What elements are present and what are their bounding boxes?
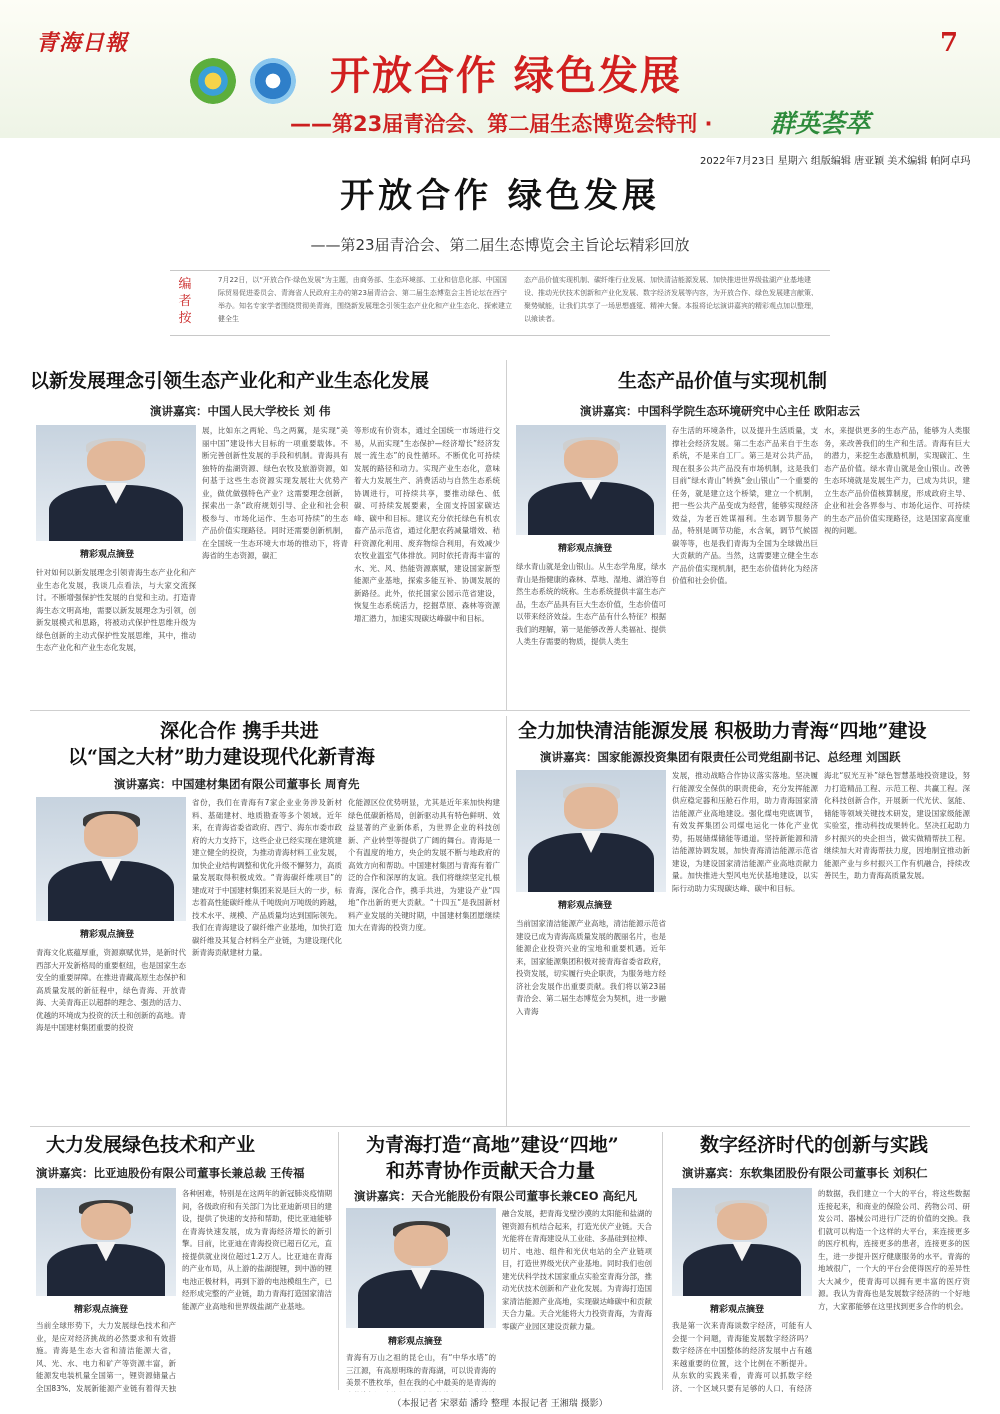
column-divider [338, 1132, 339, 1390]
banner-title: 开放合作 绿色发展 [330, 53, 682, 99]
article-body: 我是第一次来青海谈数字经济，可能有人会提一个问题，青海能发展数字经济吗？数字经济在中国整体的经济发展中占有越来越重要的位置，这个比例在不断提升。从东软的实践来看，青海可以抓数字经济，一个区域只要有足够的人口，有经济 [672, 1321, 812, 1392]
article-speaker: 演讲嘉宾：中国科学院生态环境研究中心主任 欧阳志云 [580, 404, 861, 418]
article-body: 当前全球形势下，大力发展绿色技术和产业，是应对经济挑战的必然要求和有效措施。青海是生态大省和清洁能源大省，风、光、水、电力和矿产等资源丰富，新能源发电装机量全国第一，锂资源储量占全国83%，发展新能源产业链有着得天独 [36, 1321, 176, 1392]
article-body: 融合发展，把青海戈壁沙漠的太阳能和盐湖的锂资源有机结合起来，打造光伏产业链。天合光能将在青海建设从工业硅、多晶硅到拉棒、切片、电池、组件和光伏电站的全产业链项目，打造世界级光伏产业基地。同时我们也创建光伏科学技术国家重点实验室青海分部，推动光伏技术创新和产业化发展。为青海打造国家清洁能源产业高地，实现碳达峰碳中和贡献天合力量。天合光能将大力投资青海，为青海零碳产业园区建设贡献力量。 [502, 1209, 652, 1331]
article-title: 生态产品价值与实现机制 [618, 370, 828, 392]
photo-caption: 精彩观点摘登 [558, 544, 613, 554]
speaker-photo [672, 1188, 812, 1296]
editor-note-tag: 编者按 [178, 277, 192, 326]
article-title: 大力发展绿色技术和产业 [46, 1134, 256, 1156]
speaker-photo [346, 1208, 496, 1328]
article-speaker: 演讲嘉宾：天合光能股份有限公司董事长兼CEO 高纪凡 [354, 1189, 638, 1203]
banner-subtitle: ——第23届青洽会、第二届生态博览会特刊 · [290, 112, 713, 136]
speaker-photo [516, 770, 666, 892]
article-body: 当前国家清洁能源产业高地，清洁能源示范省建设已成为青海高质量发展的靓丽名片，也是能源企业投资兴业的宝地和重要机遇。近年来，国家能源集团积极对接青海省委省政府，投资发展，切实履行央企职责，为服务地方经济社会发展作出重要贡献。我们将以第23届青洽会、第二届生态博览会为契机，进一步融入青海 [516, 919, 666, 1016]
article-title: 全力加快清洁能源发展 积极助力青海“四地”建设 [518, 720, 927, 742]
speaker-photo [36, 797, 186, 921]
article-title: 数字经济时代的创新与实践 [700, 1134, 929, 1156]
fair-emblem-icon [190, 58, 236, 104]
article-speaker: 演讲嘉宾：中国建材集团有限公司董事长 周育先 [114, 777, 360, 791]
article-body: 展，比如东之两轮、鸟之两翼，是实现“美丽中国”建设伟大目标的一项重要载体。不断完善创新性发展的手段和机制。青海具有独特的盐湖资源、绿色农牧及旅游资源，如何基于这些生态资源实现发展壮大优势产业，做优做强特色产业？这需要理念创新，探索出一条“政府规划引导、企业和社会积极参与、市场化运作、生态可持续”的生态产品价值实现路径。同时还需要创新机制，在全国统一生态环境大市场的推动下，将青海省的生态资源，碳汇 [202, 426, 348, 560]
photo-caption: 精彩观点摘登 [388, 1337, 443, 1347]
article-title-line2: 和苏青协作贡献天合力量 [386, 1160, 596, 1182]
article-speaker: 演讲嘉宾：东软集团股份有限公司董事长 刘积仁 [682, 1166, 928, 1180]
eco-expo-emblem-icon [250, 58, 296, 104]
column-divider [662, 1132, 663, 1390]
row-divider [30, 710, 970, 711]
editor-note-right: 态产品价值实现机制、碳纤维行业发展、加快清洁能源发展、加快推进世界级盐湖产业基地建设、推动光伏技术创新和产业化发展、数字经济发展等内容，为开放合作、绿色发展建言献策、聚势赋能，让我们共享了一场思想盛筵、精神大餐。本报将论坛演讲嘉宾的精彩观点加以整理，以飨读者。 [524, 276, 818, 323]
article-body: 存生活的环境条件，以及提升生活质量，支撑社会经济发展。第二生态产品来自于生态系统，不是来自工厂。第三是对公共产品，现在很多公共产品没有市场机制，这是我们目前“绿水青山”转换“金山银山”一个重要的任务，就是建立这个桥梁，建立一个机制，把一些公共产品变成为经营，能够实现经济效益，为老百姓谋福利。生态调节服务产品，特别是调节功能，水含氧，调节气候固碳等等，也是我们青海为全国为全球做出巨大贡献的产品。当然，这需要建立健全生态产品价值实现机制，把生态价值转化为经济价值和社会价值。 [672, 426, 818, 585]
article-body: 针对如何以新发展理念引领青海生态产业化和产业生态化发展，我谈几点看法，与大家交流探讨。不断增强保护性发展的自觉和主动。打造青海生态文明高地，需要以新发展理念为引领，创新发展模式和思路，将被动式保护性思维升级为绿色创新的主动式保护性发展思维，其中，推动生态产业化和产业生态化发展， [36, 568, 196, 652]
article-body: 绿水青山就是金山银山。从生态学角度，绿水青山是指健康的森林、草地、湿地、湖泊等自然生态系统的统称。生态系统提供丰富生态产品，生态产品具有巨大生态价值，生态价值可以带来经济效益。生态产品有什么特征？根据我们的理解，第一是能够改善人类福祉、提供人类生存需要的物质，提供人类生 [516, 562, 666, 646]
article-body: 省份，我们在青海有7家企业业务涉及新材料、基础建材、地质勘查等多个领域。近年来，在青海省委省政府、西宁、海东市委市政府的大力支持下，这些企业已经实现在建筑建建立健全的投资，为推动青海材料工业发展，加快企业结构调整和优化升级不懈努力，高质量发展取得积极成效。“青海碳纤维项目”的建成对于中国建材集团来说是巨大的一步，标志着高性能碳纤维从千吨级向万吨级的跨越，技术水平、规模、产品质量均达到国际领先。我们在青海建设了碳纤维产业基地，加快打造碳纤维及其复合材料全产业链，为建设现代化新青海贡献建材力量。 [192, 798, 342, 957]
article-body: 各种困难，特别是在这两年的新冠肺炎疫情期间，各级政府和有关部门为比亚迪新项目的建设，提供了快速的支持和帮助，使比亚迪能够在青海快速发展，成为青海经济增长的新引擎。目前，比亚迪在青海投资已超百亿元，直接提供就业岗位超过1.2万人。比亚迪在青海的产业布局，从上游的盐湖提锂，到中游的锂电池正极材料，再到下游的电池模组生产，已经形成完整的产业链，助力青海打造国家清洁能源产业高地和世界级盐湖产业基地。 [182, 1189, 332, 1311]
photo-credit: （本报记者 宋翠茹 潘玲 整理 本报记者 王湘瑞 摄影） [392, 1399, 608, 1409]
article-title-line1: 为青海打造“高地”建设“四地” [366, 1134, 619, 1156]
article-body: 等形成有价资本，通过全国统一市场进行交易，从而实现“生态保护—经济增长”经济发展一流生态”的良性循环。不断优化可持续发展的路径和动力。实现产业生态化，意味着大力发展生产、消费活动与自然生态系统协调进行，可持续共享，要推动绿色、低碳、可持续发展要素，全面支持国家碳达峰、碳中和目标。建议充分依托绿色有机农畜产品示范省，通过化肥农药减量增效、秸秆资源化利用、废弃物综合利用，有效减少农牧业温室气体排放。同时依托青海丰富的水、光、风、热能资源禀赋，建设国家新型能源产业基地，探索多能互补、协调发展的新路径。此外，依托国家公园示范省建设，恢复生态系统活力，挖掘草原、森林等资源增汇潜力，加速实现碳达峰碳中和目标。 [354, 426, 500, 623]
dateline: 2022年7月23日 星期六 组版编辑 唐亚颖 美术编辑 帕阿卓玛 [700, 156, 971, 167]
article-body: 青海文化底蕴厚重，资源禀赋优异，是新时代西部大开发新格局的重要枢纽，也是国家生态安全的重要屏障。在推进青藏高原生态保护和高质量发展的新征程中，绿色青海、开放青海、大美青海正以超群的理念、强劲的活力、优越的环境成为投资的沃土和创新的高地。青海是中国建材集团重要的投资 [36, 948, 186, 1032]
article-speaker: 演讲嘉宾：比亚迪股份有限公司董事长兼总裁 王传福 [36, 1166, 305, 1180]
photo-caption: 精彩观点摘登 [74, 1305, 129, 1315]
speaker-photo [516, 425, 666, 535]
article-body: 发展，推动战略合作协议落实落地。坚决履行能源安全保供的职责使命，充分发挥能源供应稳定器和压舱石作用，助力青海国家清洁能源产业高地建设。强化煤电兜底调节，有效发挥集团公司煤电运化一体化产业优势，拓展储煤储能等通道。坚持新能源和清洁能源协调发展，加快青海清洁能源示范省建设，为建设国家清洁能源产业高地贡献力量。加快推进大型风电光伏基地建设，以实际行动助力实现碳达峰、碳中和目标。 [672, 771, 818, 893]
article-body: 水，来提供更多的生态产品，能够为人类服务，来改善我们的生产和生活。青海有巨大的潜力，来挖生态激励机制，实现碳汇、生态产品价值。绿水青山就是金山银山。改善生态环境就是发展生产力，已成为共识，建立生态产品价值核算制度，形成政府主导、企业和社会各界参与、市场化运作、可持续的生态产品价值实现路径，这是国家高度重视的问题。 [824, 426, 970, 535]
photo-caption: 精彩观点摘登 [80, 550, 135, 560]
article-body: 化能源区位优势明显，尤其是近年来加快构建绿色低碳新格局，创新驱动具有特色鲜明、效益显著的产业新体系，为世界企业的科技创新、产业转型等提供了广阔的舞台。青海是一个有温度的地方，央企的发展不断与地政府的高效方向和帮助。中国建材集团与青海有着广泛的合作和深厚的友谊。我们将继续坚定扎根青海，深化合作，携手共进，为建设产业“四地”作出新的更大贡献。“十四五”是我国新材料产业发展的关键时期，中国建材集团愿继续加大在青海的投资力度。 [348, 798, 500, 932]
page-number: 7 [940, 28, 959, 58]
page-subtitle: ——第23届青洽会、第二届生态博览会主旨论坛精彩回放 [310, 236, 690, 254]
article-speaker: 演讲嘉宾：国家能源投资集团有限责任公司党组副书记、总经理 刘国跃 [540, 750, 901, 764]
speaker-photo [36, 425, 196, 541]
article-title-line2: 以“国之大材”助力建设现代化新青海 [68, 746, 375, 768]
banner-subtitle-script: 群英荟萃 [770, 109, 871, 138]
photo-caption: 精彩观点摘登 [710, 1305, 765, 1315]
speaker-photo [36, 1188, 176, 1296]
article-body: 海北“驭光互补”绿色智慧基地投资建设，努力打造精品工程、示范工程、共赢工程。深化科技创新合作，开展新一代光伏、氢能、储能等领域关键技术研发，建设国家级能源实验室，推动科技成果转化。坚决扛起助力乡村振兴的央企担当，做实做精帮扶工程。继续加大对青海帮扶力度，因地制宜推动新能源产业与乡村振兴工作有机融合，持续改善民生，助力青海高质量发展。 [824, 771, 970, 880]
photo-caption: 精彩观点摘登 [558, 901, 613, 911]
page-title: 开放合作 绿色发展 [340, 176, 660, 216]
article-body: 青海有万山之祖的昆仑山，有“中华水塔”的三江源，有高原明珠的青海湖，可以说青海的美景不胜枚举，但在我的心中最美的是青海的 [346, 1353, 496, 1387]
row-divider [30, 1126, 970, 1127]
photo-caption: 精彩观点摘登 [80, 930, 135, 940]
column-divider [506, 360, 507, 710]
article-body: 的数据，我们建立一个大的平台，将这些数据连接起来，和商业的保险公司、药物公司、研发公司、器械公司进行广泛的价值的交换。我们就可以构造一个这样的大平台，来连接更多的医疗机构，连接更多的患者，连接更多的医生，进一步提升医疗健康服务的水平。青海的地域很广，一个大的平台会使得医疗的差异性大大减少，使青海可以拥有更丰富的医疗资源。我认为青海也是发展数字经济的一个好地方，大家都能够在这里找到更多合作的机会。 [818, 1189, 970, 1311]
editor-note-left: 7月22日，以“开放合作·绿色发展”为主题，由商务部、生态环境部、工业和信息化部、中国国际贸易促进委员会、青海省人民政府主办的第23届青洽会、第二届生态博览会主旨论坛在西宁举办。知名专家学者围绕贯彻美青海，围绕新发展理念引领生态产业化和产业生态化、探索建立健全生 [218, 276, 512, 323]
article-title-line1: 深化合作 携手共进 [160, 720, 319, 742]
article-title: 以新发展理念引领生态产业化和产业生态化发展 [30, 370, 430, 392]
column-divider [506, 716, 507, 1126]
article-speaker: 演讲嘉宾：中国人民大学校长 刘 伟 [150, 404, 331, 418]
masthead-logo: 青海日報 [36, 30, 129, 56]
